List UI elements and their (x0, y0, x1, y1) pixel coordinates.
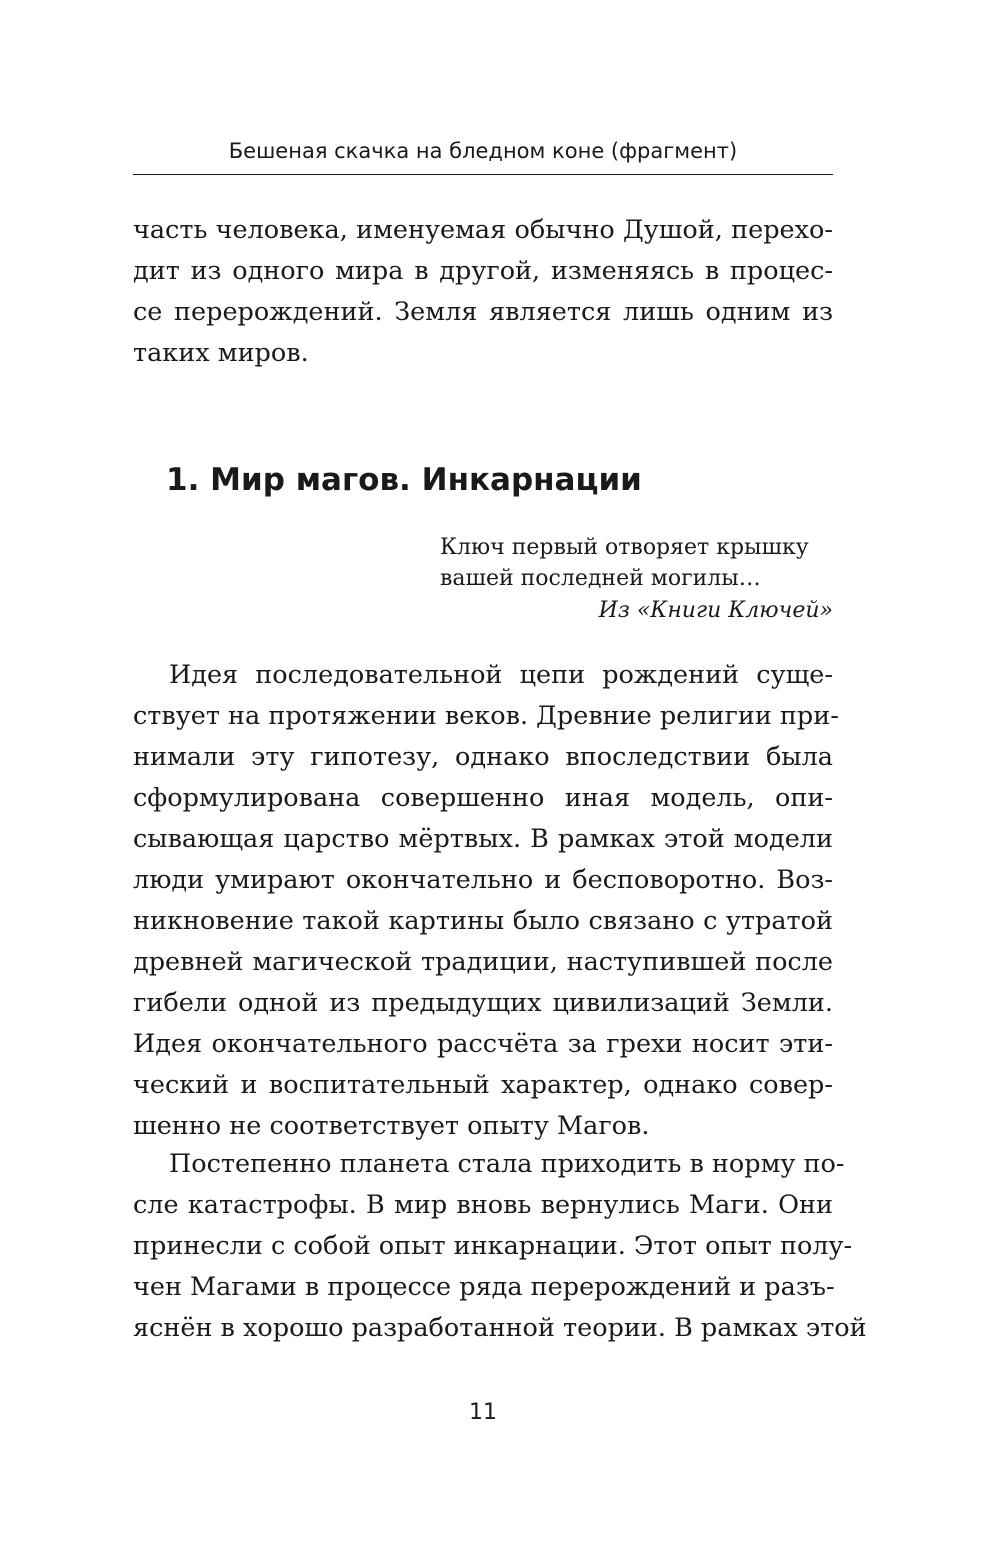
epigraph (440, 532, 833, 627)
intro-line-1: часть человека, именуемая обычно Душой, перехо- (133, 215, 833, 245)
paragraph-1-line-9: гибели одной из предыдущих цивилизаций Земли. (133, 988, 833, 1018)
paragraph-2 (133, 1144, 867, 1349)
paragraph-1 (133, 655, 839, 1147)
running-head: Бешеная скачка на бледном коне (фрагмент) (228, 139, 738, 163)
paragraph-1-line-5: сывающая царство мёртвых. В рамках этой модели (133, 824, 833, 854)
epigraph-line-1: Ключ первый отворяет крышку (440, 535, 809, 560)
header-rule (133, 174, 833, 175)
chapter-title: 1. Мир магов. Инкарнации (166, 462, 642, 498)
paragraph-2-line-5: яснён в хорошо разработанной теории. В рамках этой (133, 1313, 867, 1343)
paragraph-1-line-12: шенно не соответствует опыту Магов. (133, 1111, 650, 1141)
paragraph-1-line-1: Идея последовательной цепи рождений суще- (169, 660, 833, 690)
paragraph-1-line-10: Идея окончательного рассчёта за грехи носит эти- (133, 1029, 833, 1059)
intro-line-4: таких миров. (133, 338, 309, 368)
page-number: 11 (469, 1400, 497, 1425)
paragraph-1-line-6: люди умирают окончательно и бесповоротно. Воз- (133, 865, 833, 895)
paragraph-2-line-1: Постепенно планета стала приходить в норму по- (169, 1149, 845, 1179)
paragraph-1-line-2: ствует на протяжении веков. Древние религии при- (133, 701, 839, 731)
paragraph-1-line-8: древней магической традиции, наступившей после (133, 947, 833, 977)
paragraph-1-line-4: сформулирована совершенно иная модель, опи- (133, 783, 833, 813)
paragraph-1-line-11: ческий и воспитательный характер, однако совер- (133, 1070, 833, 1100)
intro-paragraph (133, 210, 833, 374)
epigraph-line-2: вашей последней могилы… (440, 566, 761, 591)
epigraph-source: Из «Книги Ключей» (598, 598, 833, 623)
paragraph-2-line-4: чен Магами в процессе ряда перерождений и разъ- (133, 1272, 835, 1302)
paragraph-1-line-3: нимали эту гипотезу, однако впоследствии была (133, 742, 833, 772)
paragraph-1-line-7: никновение такой картины было связано с утратой (133, 906, 833, 936)
paragraph-2-line-2: сле катастрофы. В мир вновь вернулись Маги. Они (133, 1190, 833, 1220)
intro-line-2: дит из одного мира в другой, изменяясь в процес- (133, 256, 833, 286)
paragraph-2-line-3: принесли с собой опыт инкарнации. Этот опыт полу- (133, 1231, 853, 1261)
intro-line-3: се перерождений. Земля является лишь одним из (133, 297, 833, 327)
